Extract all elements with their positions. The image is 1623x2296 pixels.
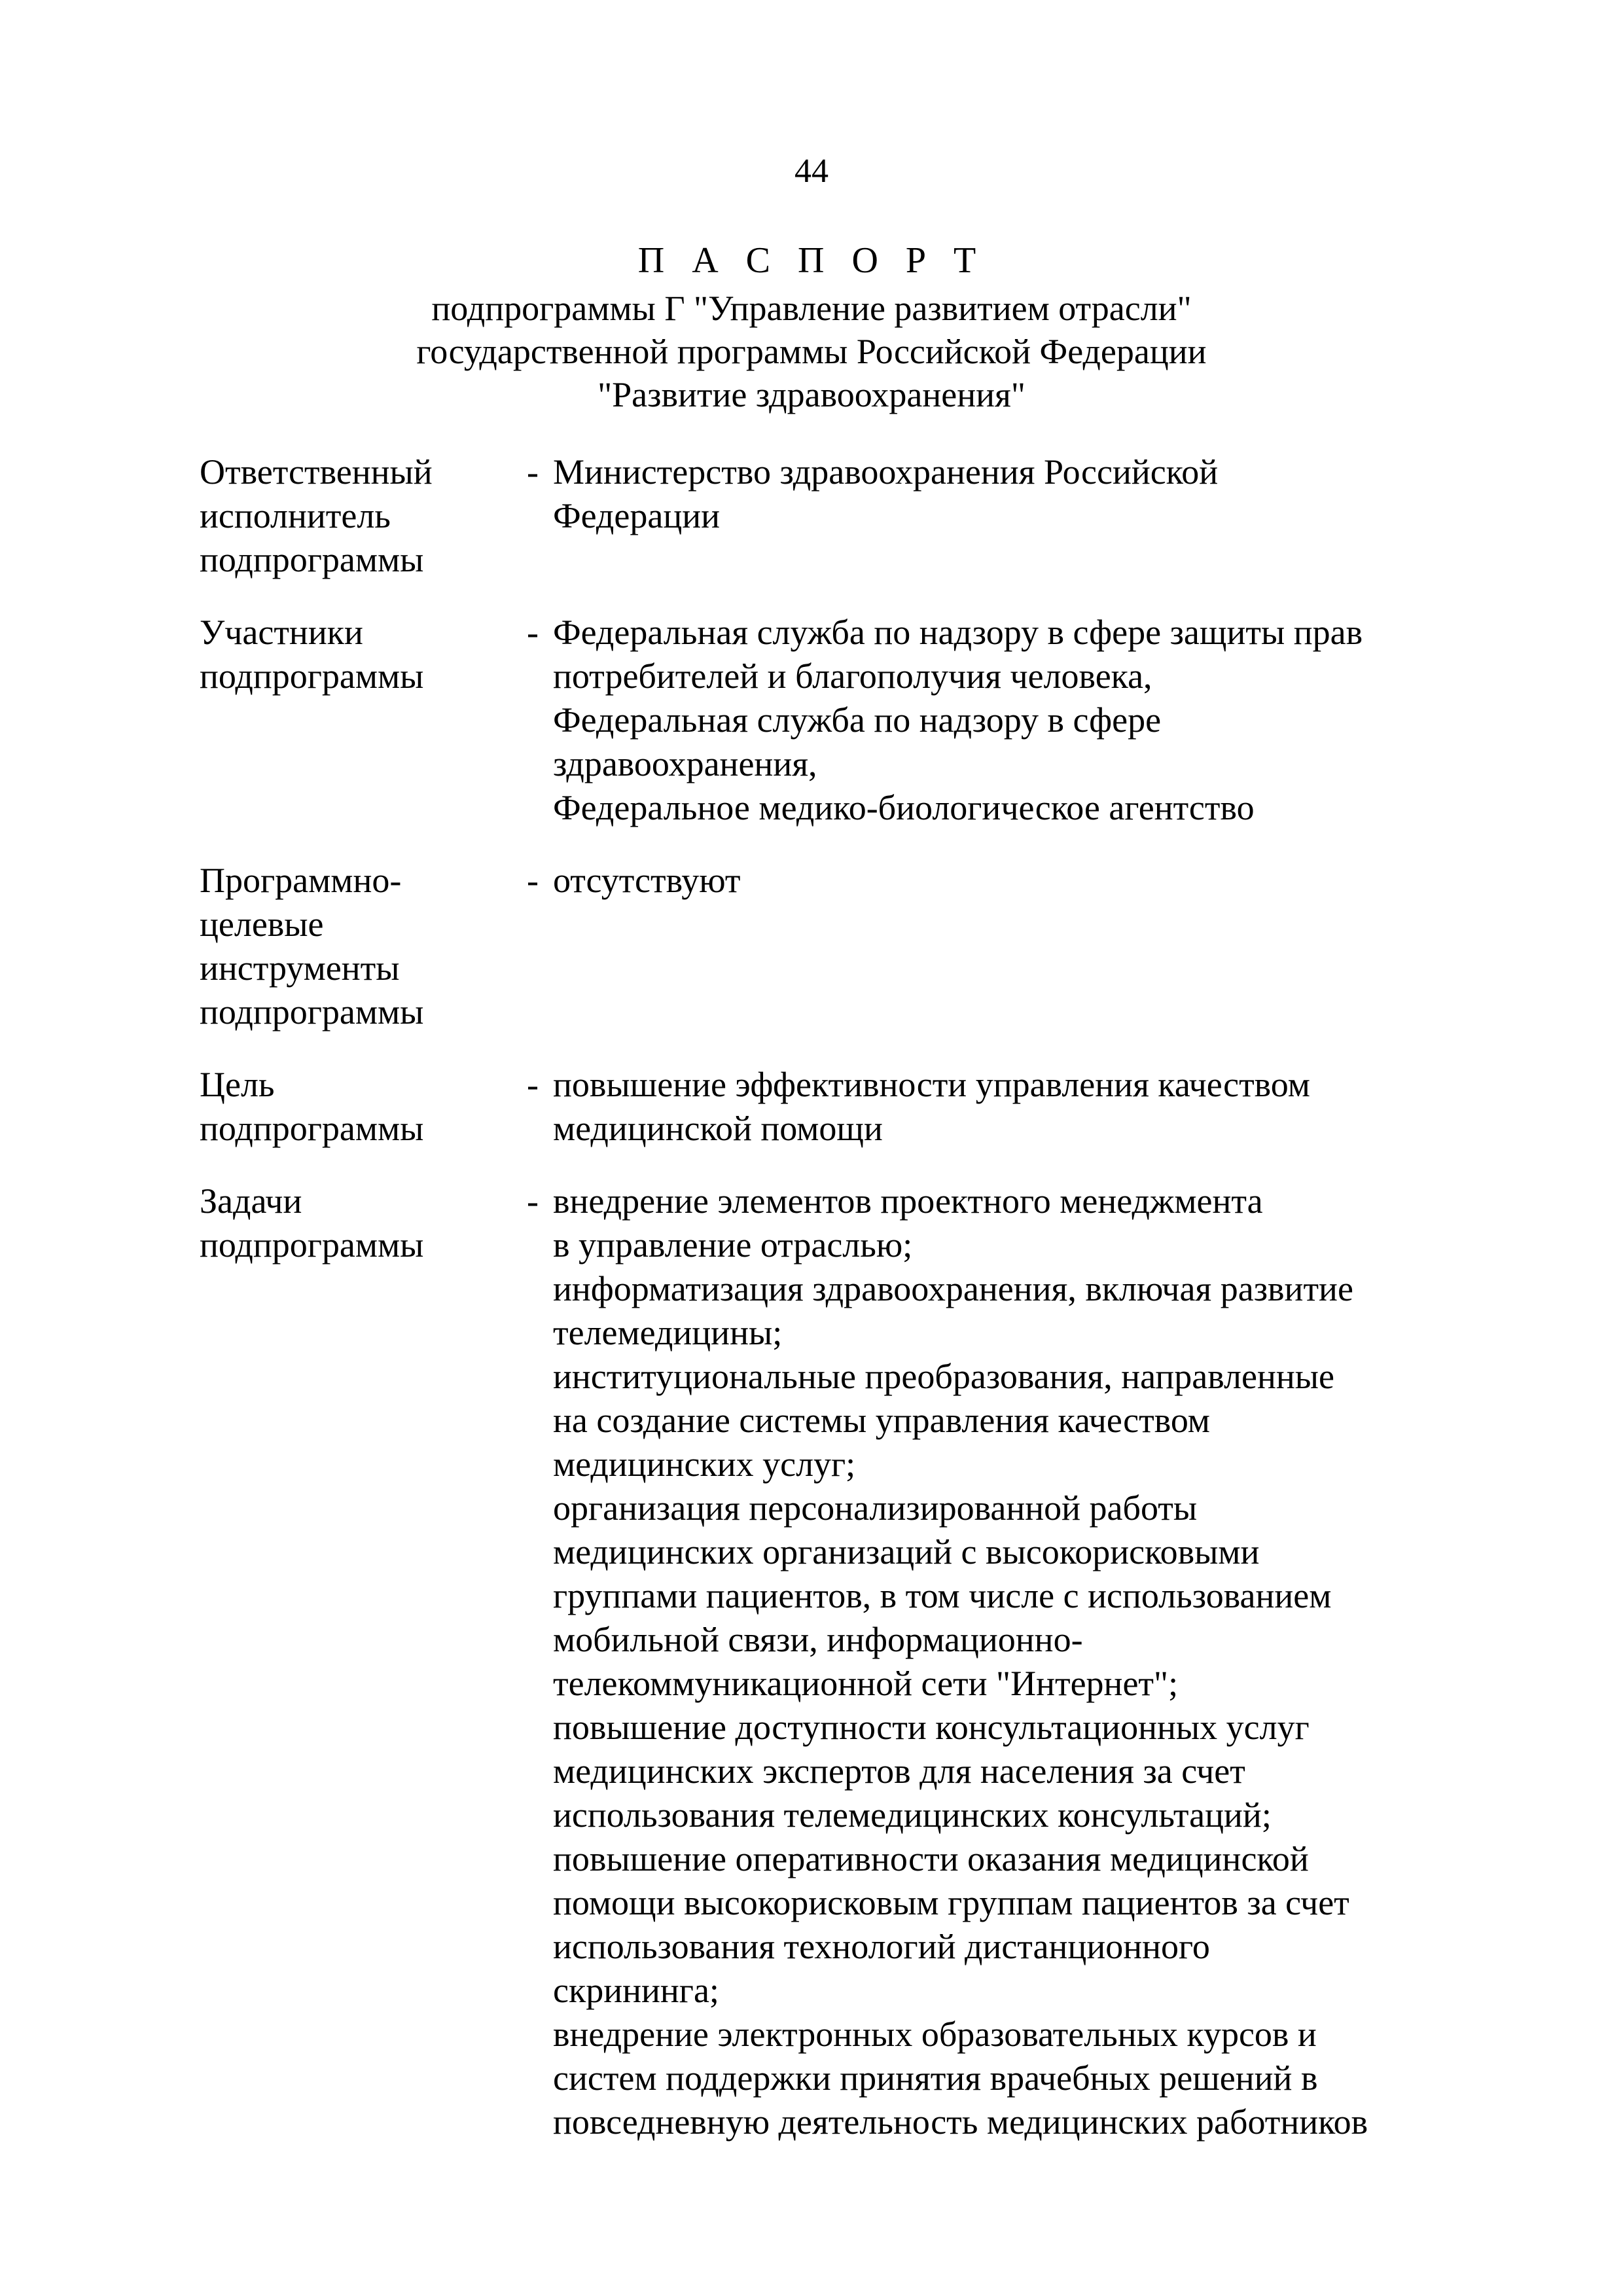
row-content: Федеральная служба по надзору в сфере защиты прав потребителей и благополучия человека, Федеральная служба по надзору в сфере здравоохранения, Федеральное медико-биологическое агентство	[553, 613, 1363, 827]
passport-table	[200, 450, 1443, 2173]
row-label: Задачи подпрограммы	[200, 1181, 424, 1265]
page-number: 44	[794, 152, 829, 190]
row-content: отсутствуют	[553, 861, 741, 900]
row-dash: -	[527, 1065, 539, 1104]
passport-row-responsible-executor	[200, 450, 1443, 582]
passport-row-goal	[200, 1063, 1443, 1151]
row-label: Ответственный исполнитель подпрограммы	[200, 452, 433, 579]
row-content: внедрение элементов проектного менеджмента в управление отраслью; информатизация здравоохранения, включая развитие телемедицины; институциональные преобразования, направленные на создание системы управления качеством медицинских услуг; организация персонализированной работы медицинских организаций с высокорисковыми группами пациентов, в том числе с использованием мобильной связи, информационно- телекоммуникационной сети "Интернет"; повышение доступности консультационных услуг медицинских экспертов для населения за счет использования телемедицинских консультаций; повышение оперативности оказания медицинской помощи высокорисковым группам пациентов за счет использования технологий дистанционного скрининга; внедрение электронных образовательных курсов и систем поддержки принятия врачебных решений в повседневную деятельность медицинских работников	[553, 1181, 1368, 2142]
row-label: Программно- целевые инструменты подпрограммы	[200, 861, 424, 1031]
row-dash: -	[527, 452, 539, 492]
row-dash: -	[527, 861, 539, 900]
row-label: Цель подпрограммы	[200, 1065, 424, 1148]
row-content: Министерство здравоохранения Российской Федерации	[553, 452, 1219, 535]
subtitle-line-3: "Развитие здравоохранения"	[597, 375, 1026, 414]
row-dash: -	[527, 613, 539, 652]
subtitle-line-2: государственной программы Российской Федерации	[416, 332, 1207, 371]
title-block	[0, 234, 1623, 416]
row-content: повышение эффективности управления качеством медицинской помощи	[553, 1065, 1310, 1148]
row-label: Участники подпрограммы	[200, 613, 424, 696]
passport-row-tasks	[200, 1179, 1443, 2144]
passport-row-program-tools	[200, 859, 1443, 1034]
document-title: П А С П О Р Т	[637, 240, 986, 281]
row-dash: -	[527, 1181, 539, 1221]
passport-row-participants	[200, 611, 1443, 830]
subtitle-line-1: подпрограммы Г "Управление развитием отрасли"	[431, 289, 1192, 328]
